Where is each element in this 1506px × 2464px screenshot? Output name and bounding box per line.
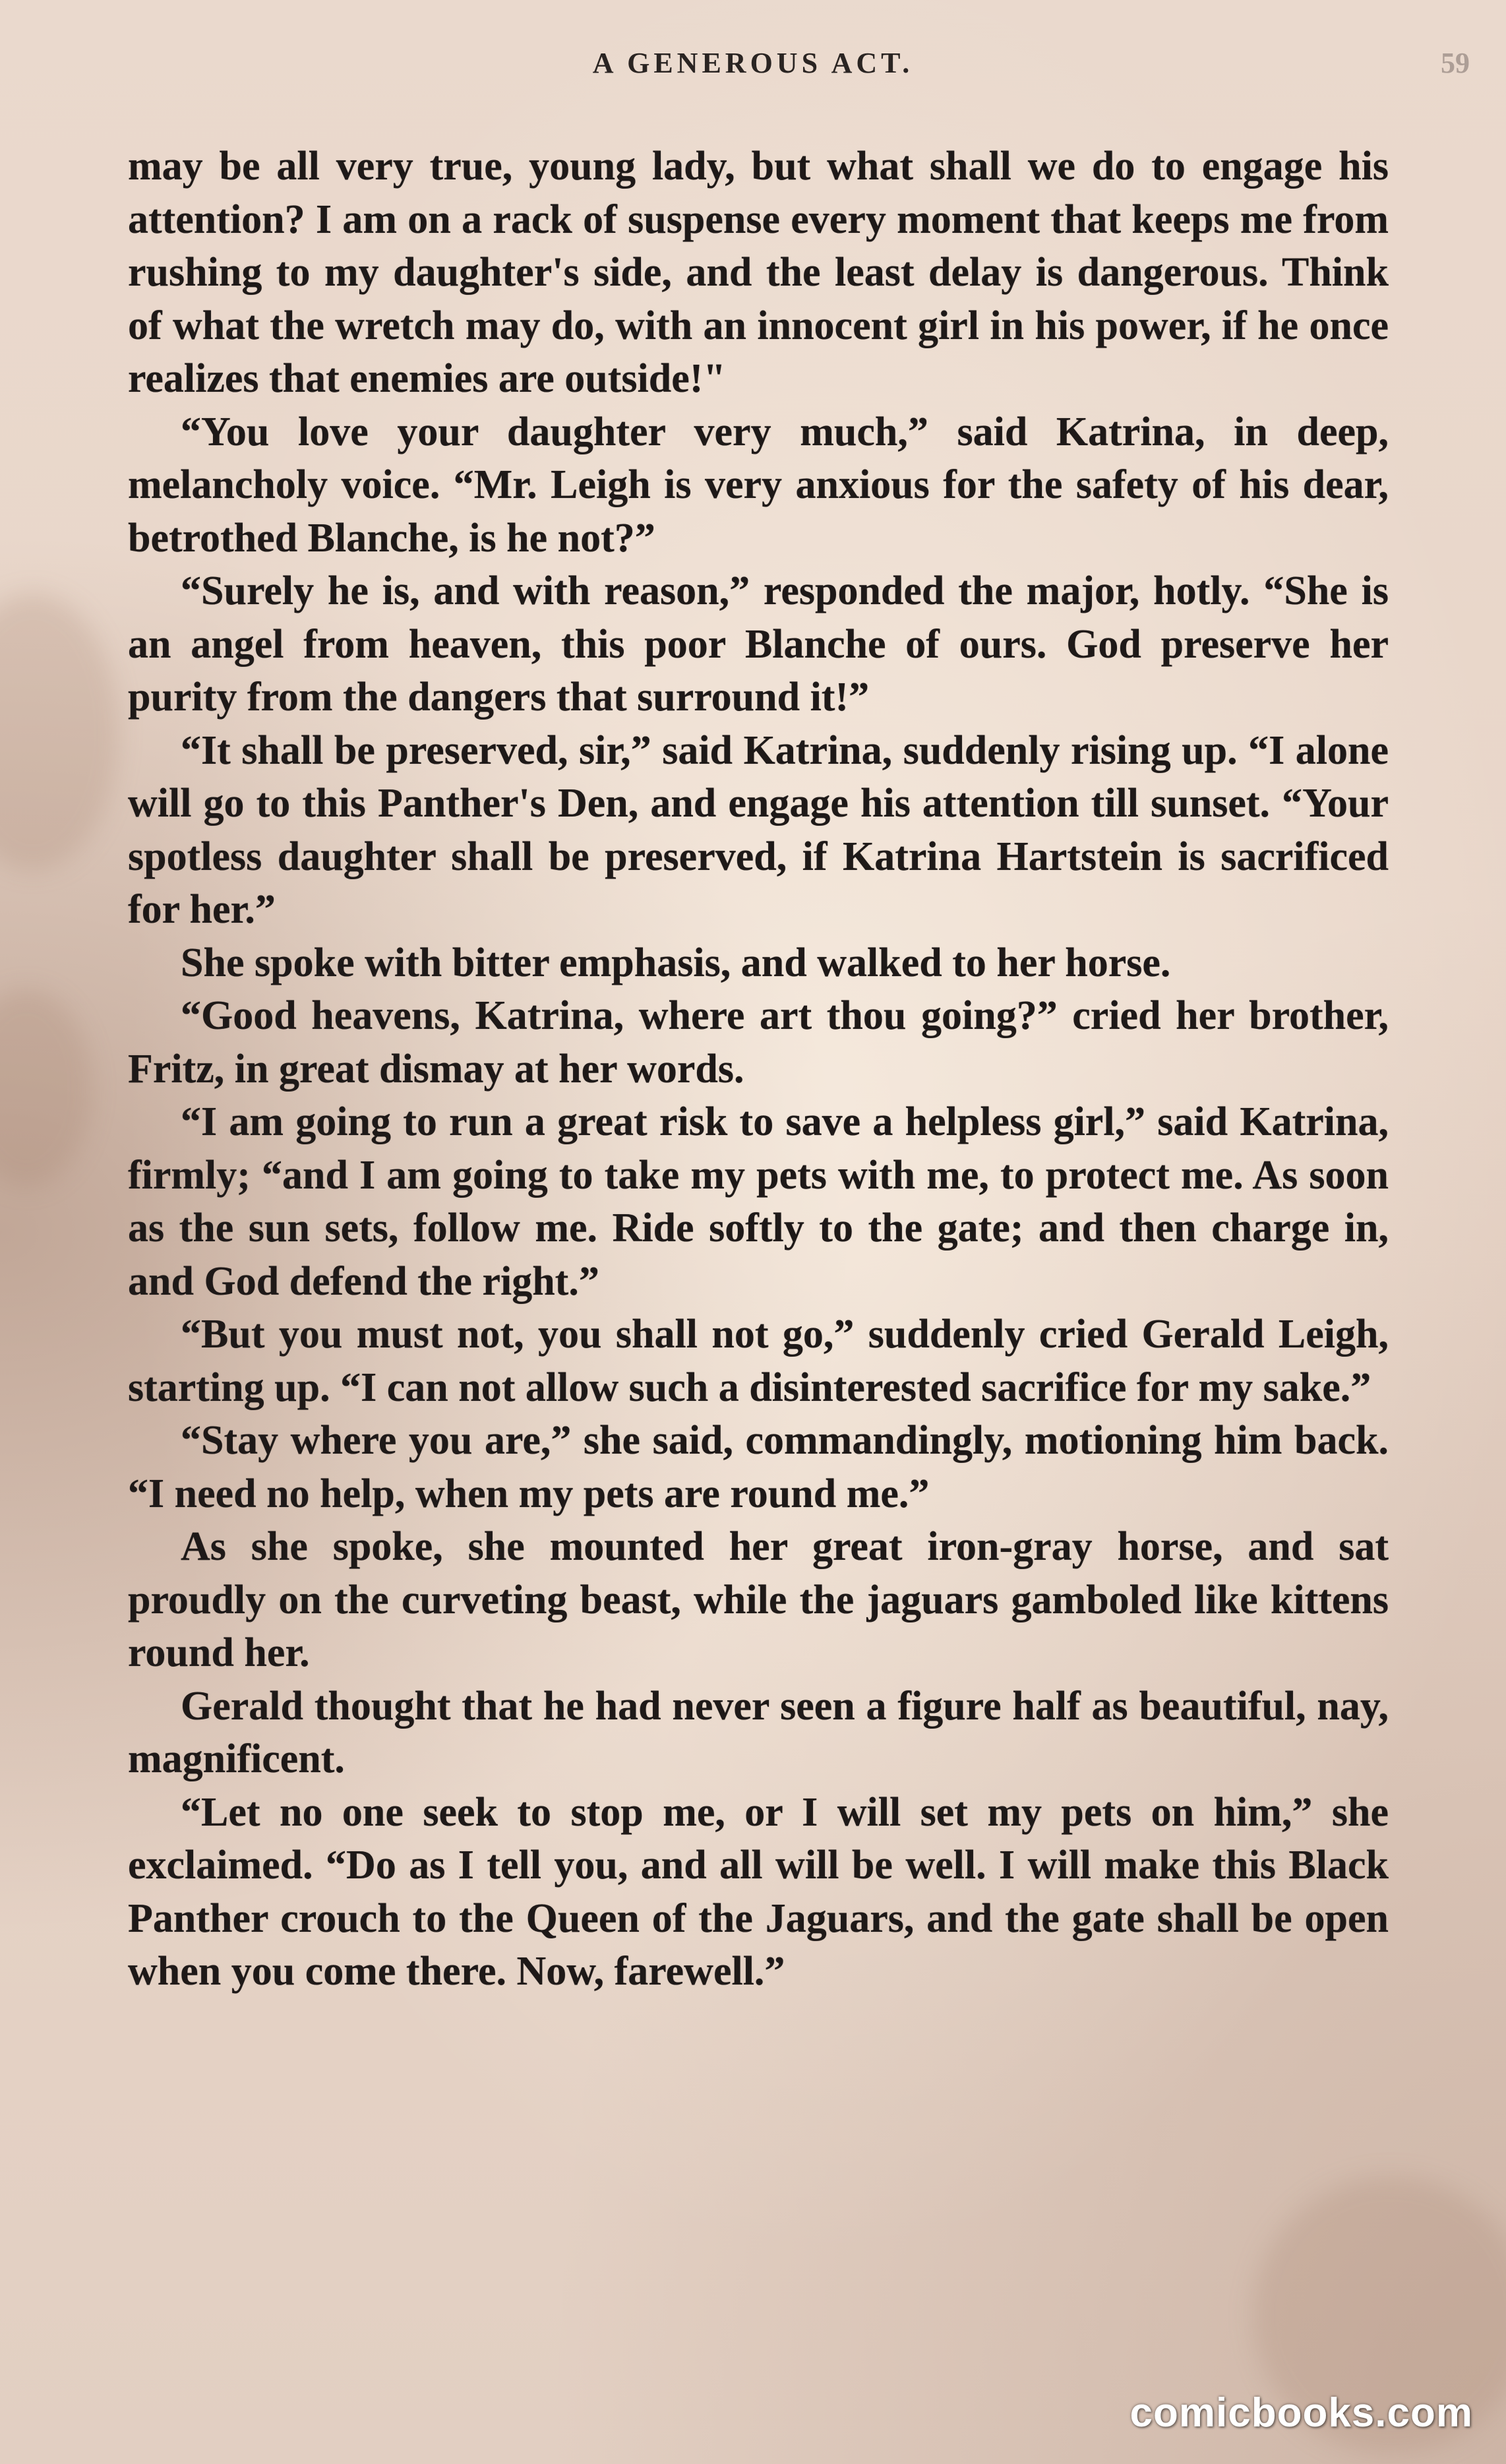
paragraph: She spoke with bitter emphasis, and walked to her horse. [181,940,1171,985]
paragraph: “But you must not, you shall not go,” suddenly cried Gerald Leigh, starting up. “I can not allow such a disinterested sacrifice for my sake.” [128,1312,1389,1410]
paragraph: “Let no one seek to stop me, or I will set my pets on him,” she exclaimed. “Do as I tell you, and all will be well. I will make this Black Panther crouch to the Queen of the Jaguars, and the gate shall be open when you come there. Now, farewell.” [128,1789,1389,1994]
watermark: comicbooks.com [1130,2390,1473,2436]
body-text [128,140,1389,1998]
paragraph: “Good heavens, Katrina, where art thou going?” cried her brother, Fritz, in great dismay at her words. [128,993,1389,1092]
paragraph: “You love your daughter very much,” said Katrina, in deep, melancholy voice. “Mr. Leigh is very anxious for the safety of his dear, betrothed Blanche, is he not?” [128,409,1389,561]
paragraph: Gerald thought that he had never seen a figure half as beautiful, nay, magnificent. [128,1683,1389,1781]
page-number: 59 [1441,47,1470,79]
paragraph: “It shall be preserved, sir,” said Katrina, suddenly rising up. “I alone will go to this Panther's Den, and engage his attention till sunset. “Your spotless daughter shall be preserved, if Katrina Hartstein is sacrificed for her.” [128,727,1389,932]
running-head: A GENEROUS ACT. [592,47,914,79]
paragraph: “Surely he is, and with reason,” responded the major, hotly. “She is an angel from heaven, this poor Blanche of ours. God preserve her purity from the dangers that surround it!” [128,569,1389,720]
paragraph: “Stay where you are,” she said, commandingly, motioning him back. “I need no help, when my pets are round me.” [128,1418,1389,1516]
paragraph: may be all very true, young lady, but what shall we do to engage his attention? I am on a rack of suspense every moment that keeps me from rushing to my daughter's side, and the least delay is dangerous. Think of what the wretch may do, with an innocent girl in his power, if he once realizes that enemies are outside!" [128,144,1389,401]
paper-stain [0,594,119,871]
paragraph: As she spoke, she mounted her great iron-gray horse, and sat proudly on the curveting beast, while the jaguars gamboled like kittens round her. [128,1524,1389,1675]
paragraph: “I am going to run a great risk to save a helpless girl,” said Katrina, firmly; “and I am going to take my pets with me, to protect me. As soon as the sun sets, follow me. Ride softly to the gate; and then charge in, and God defend the right.” [128,1099,1389,1304]
paper-stain [0,989,92,1187]
